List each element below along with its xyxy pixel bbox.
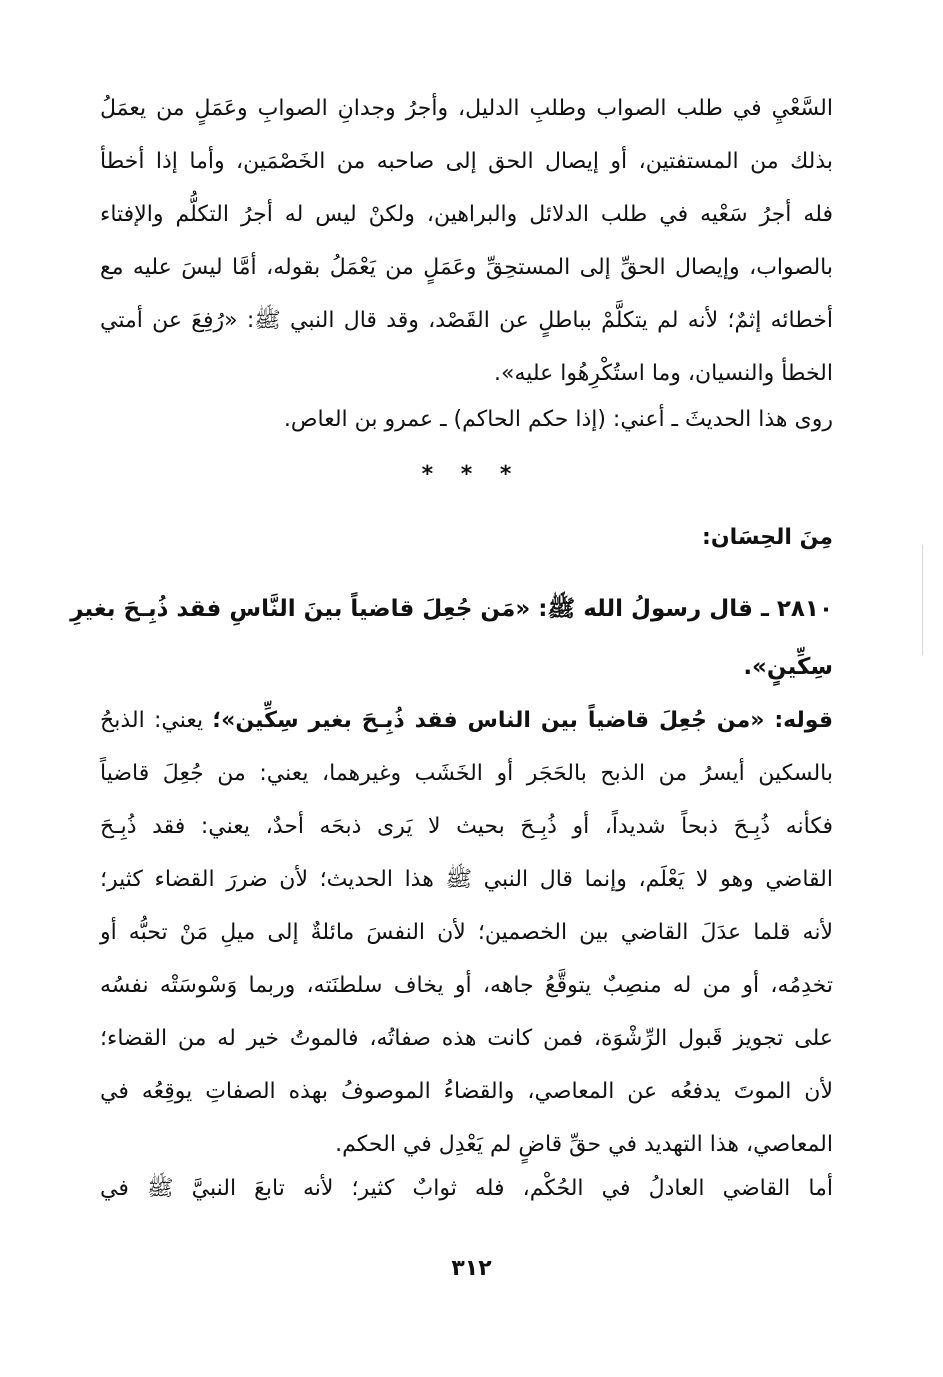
section-separator: * * * (421, 462, 522, 487)
text-line: فله أجرُ سَعْيه في طلب الدلائل والبراهين، ولكنْ ليس له أجرُ التكلُّم والإفتاء (100, 202, 833, 227)
hadith-line: ٢٨١٠ ـ قال رسولُ الله ﷺ: «مَن جُعِلَ قاضياً بينَ النَّاسِ فقد ذُبِـحَ بغيرِ (70, 596, 833, 622)
commentary-first-rest: يعني: الذبحُ (100, 708, 213, 733)
text-line: بالصواب، وإيصال الحقِّ إلى المستحِقِّ وعَمَلٍ من يَعْمَلُ بقوله، أمَّا ليسَ عليه مع (100, 255, 833, 280)
text-line: فكأنه ذُبِـحَ ذبحاً شديداً، أو ذُبِـحَ بحيث لا يَرى ذبحَه أحدٌ، يعني: فقد ذُبِـحَ (100, 814, 833, 839)
paragraph-closing (100, 1162, 833, 1215)
text-line: القاضي وهو لا يَعْلَم، وإنما قال النبي ﷺ هذا الحديث؛ لأن ضررَ القضاء كثير؛ (100, 867, 833, 892)
section-heading: مِنَ الحِسَان: (702, 525, 833, 550)
text-line: على تجويز قَبول الرِّشْوَة، فمن كانت هذه صفاتُه، فالموتُ خير له من القضاء؛ (100, 1026, 833, 1051)
text-line: السَّعْيِ في طلب الصواب وطلبِ الدليل، وأجرُ وجدانِ الصوابِ وعَمَلٍ من يعمَلُ (100, 96, 833, 121)
commentary-first-line (100, 694, 833, 747)
margin-rule (922, 545, 923, 655)
text-line: المعاصي، هذا التهديد في حقِّ قاضٍ لم يَعْدِل في الحكم. (335, 1132, 833, 1157)
text-line: أخطائه إثمٌ؛ لأنه لم يتكلَّمْ بباطلٍ عن القَصْد، وقد قال النبي ﷺ: «رُفِعَ عن أمتي (100, 308, 833, 333)
paragraph-opening (100, 82, 833, 400)
text-line: أما القاضي العادلُ في الحُكْم، فله ثوابٌ كثير؛ لأنه تابعَ النبيَّ ﷺ في (100, 1176, 833, 1201)
text-line: لأن الموتَ يدفعُه عن المعاصي، والقضاءُ الموصوفُ بهذه الصفاتِ يوقِعُه في (100, 1079, 833, 1104)
text-line: بذلك من المستفتين، أو إيصال الحق إلى صاحبه من الخَصْمَين، وأما إذا أخطأ (100, 149, 833, 174)
text-line: لأنه قلما عدَلَ القاضي بين الخصمين؛ لأن النفسَ مائلةٌ إلى ميلِ مَنْ تحبُّه أو (100, 920, 833, 945)
text-line: بالسكين أيسرُ من الذبح بالحَجَر أو الخَشَب وغيرهما، يعني: من جُعِلَ قاضياً (100, 761, 833, 786)
narrator-note: روى هذا الحديثَ ـ أعني: (إذا حكم الحاكم) ـ عمرو بن العاص. (283, 407, 833, 432)
commentary-lead: قوله: «من جُعِلَ قاضياً بين الناس فقد ذُبِـحَ بغير سِكِّين»؛ (212, 708, 833, 733)
text-line: تخدِمُه، أو من له منصِبٌ يتوقَّعُ جاهه، أو يخاف سلطنَته، وربما وَسْوسَتْه نفسُه (100, 973, 833, 998)
page-number: ٣١٢ (451, 1256, 492, 1281)
hadith-text (70, 580, 833, 696)
commentary-paragraph (100, 694, 833, 1171)
text-line: الخطأ والنسيان، وما استُكْرِهُوا عليه». (493, 361, 833, 386)
hadith-line: سِكِّينٍ». (743, 654, 833, 680)
